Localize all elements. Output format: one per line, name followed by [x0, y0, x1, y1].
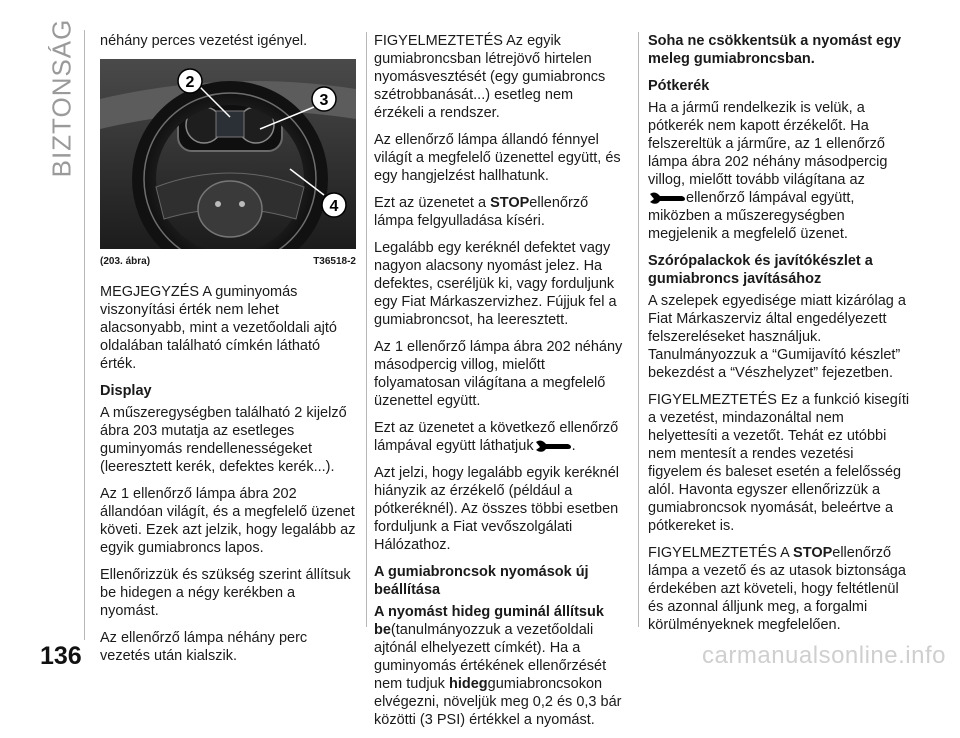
paragraph-2: Az ellenőrző lámpa állandó fénnyel világít a megfelelő üzenettel együtt, és egy hangjelzést hallhatunk. [374, 132, 621, 184]
display-heading: Display [100, 383, 152, 399]
section-side-label [42, 18, 82, 177]
wrench-icon [534, 439, 572, 453]
paragraph-8: A nyomást hideg guminál állítsuk be(tanulmányozzuk a vezetőoldali ajtónál elhelyezett címkét). Ha a guminyomás értékének ellenőrzését nem tudjuk hideggumiabroncsokon elvégezni, növeljük meg 0,2 és 0,3 bár közötti (3 PSI) értékkel a nyomást. [374, 604, 622, 728]
dashboard-figure [100, 59, 356, 249]
display-paragraph-1: A műszeregységben található 2 kijelző ábra 203 mutatja az esetleges guminyomás rendellenességeket (leeresztett kerék, defektes kerék...). [100, 405, 347, 475]
section-label-text: BIZTONSÁG [46, 18, 77, 177]
figure-number: (203. ábra) [100, 256, 151, 267]
repair-kit-paragraph: A szelepek egyedisége miatt kizárólag a Fiat Márkaszerviz által engedélyezett felszereléseket használjuk. Tanulmányozzuk a “Gumijavító készlet” bekezdést a “Vészhelyzet” fejezetben. [648, 293, 906, 381]
warning-paragraph-1: FIGYELMEZTETÉS Az egyik gumiabroncsban létrejövő hirtelen nyomásvesztését (egy gumiabroncs szétrobbanását...) esetleg nem érzékeli a rendszer. [374, 33, 606, 121]
paragraph-5: Az 1 ellenőrző lámpa ábra 202 néhány másodpercig villog, mielőtt folyamatosan világítana a megfelelő üzenettel együtt. [374, 339, 623, 409]
figure-code: T36518-2 [313, 256, 356, 267]
paragraph-6: Ezt az üzenetet a következő ellenőrző lámpával együtt láthatjuk . [374, 420, 619, 454]
callout-3 [312, 87, 336, 111]
stop-warning-paragraph: FIGYELMEZTETÉS A STOPellenőrző lámpa a vezető és az utasok biztonsága érdekében azt követeli, hogy feltétlenül és azonnal álljunk meg, a forgalmi körülményeknek megfelelően. [648, 545, 906, 633]
svg-text:4: 4 [329, 198, 339, 215]
text-column-2 [374, 32, 624, 738]
callout-2 [178, 69, 202, 93]
stop-label: STOP [793, 545, 833, 561]
svg-text:3: 3 [319, 92, 329, 109]
warning-paragraph: FIGYELMEZTETÉS Ez a funkció kisegíti a vezetést, mindazonáltal nem helyettesíti a vezetőt. Tehát ez utóbbi nem mentesít a rendes vezetési figyelem és baleset esetén a felelősség alól. Havonta egyszer ellenőrizzük a gumiabroncsok nyomását, beleértve a pótkereket is. [648, 392, 910, 534]
display-paragraph-4: Az ellenőrző lámpa néhány perc vezetés után kialszik. [100, 630, 308, 664]
dashboard-illustration [100, 59, 356, 249]
figure-caption [100, 253, 356, 271]
column-divider-1 [366, 32, 367, 627]
wrench-icon [648, 191, 686, 205]
paragraph-7: Azt jelzi, hogy legalább egyik keréknél hiányzik az érzékelő (például a pótkeréknél). Az összes többi esetben forduljunk a Fiat vevőszolgálati Hálózathoz. [374, 465, 620, 553]
spare-wheel-heading: Pótkerék [648, 78, 710, 94]
text-column-1 [100, 32, 356, 674]
callout-4 [322, 193, 346, 217]
warm-tyre-heading: Soha ne csökkentsük a nyomást egy meleg gumiabroncsban. [648, 33, 902, 67]
paragraph-4: Legalább egy keréknél defektet vagy nagyon alacsony nyomást jelez. Ha defektes, cseréljük ki, vagy forduljunk egy Fiat Márkaszervizhez. Fújjuk fel a gumiabroncsot, ha leeresztett. [374, 240, 617, 328]
display-paragraph-2: Az 1 ellenőrző lámpa ábra 202 állandóan világít, és a megfelelő üzenet követi. Ezek azt jelzik, hogy legalább az egyik gumiabroncs lapos. [100, 486, 356, 556]
paragraph-3: Ezt az üzenetet a STOPellenőrző lámpa felgyulladása kíséri. [374, 195, 589, 229]
watermark: carmanualsonline.info [702, 642, 946, 669]
text-column-3 [648, 32, 910, 643]
svg-text:2: 2 [185, 74, 195, 91]
column-divider-2 [638, 32, 639, 627]
page-number: 136 [40, 642, 82, 670]
stop-label: STOP [490, 195, 530, 211]
reset-heading: A gumiabroncsok nyomások új beállítása [374, 564, 589, 598]
intro-paragraph: néhány perces vezetést igényel. [100, 33, 308, 49]
side-divider [84, 30, 85, 640]
spare-wheel-paragraph: Ha a jármű rendelkezik is velük, a pótkerék nem kapott érzékelőt. Ha felszereltük a járműre, az 1 ellenőrző lámpa ábra 202 néhány másodpercig villog, mielőtt tovább világítana az ellenőrző lámpával együtt, miközben a műszeregységben megjelenik a megfelelő üzenet. [648, 100, 888, 242]
display-paragraph-3: Ellenőrizzük és szükség szerint állítsuk be hidegen a négy kerékben a nyomást. [100, 567, 351, 619]
repair-kit-heading: Szórópalackok és javítókészlet a gumiabroncs javításához [648, 253, 873, 287]
note-paragraph: MEGJEGYZÉS A guminyomás viszonyítási érték nem lehet alacsonyabb, mint a vezetőoldali ajtó oldalában található címkén látható érték. [100, 284, 337, 372]
